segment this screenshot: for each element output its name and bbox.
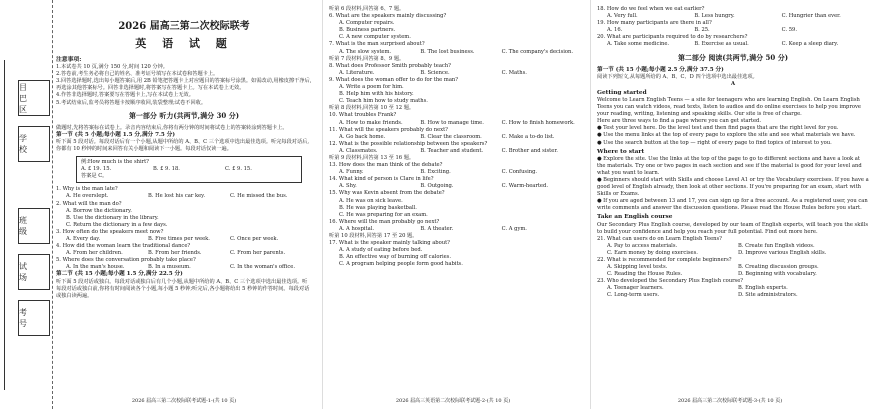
side-box-room: 试 场 xyxy=(18,254,50,290)
passage-bullet: ● Use the menu links at the top of every page to explore the site and see what materials we have. xyxy=(597,132,856,139)
question-block xyxy=(597,278,869,299)
answer-option: A. Funny. xyxy=(339,169,364,176)
notice-item: 1.本试卷共 10 页,满分 150 分,时间 120 分钟。 xyxy=(56,64,168,71)
passage-paragraph: Welcome to Learn English Teens — a site for teenagers who are learning English. On Learn English Teens you can watch videos, read texts, listen to audios and do online exercises to help you improve your reading, writing, listening and speaking skills. Our site is free of charge. xyxy=(597,96,861,118)
passage-paragraph: Our Secondary Plus English course, developed by our team of English experts, will teach you the skills to build your confidence and help you reach your full potential. Find out more here. xyxy=(597,221,868,235)
question-block xyxy=(329,112,583,126)
answer-option: A. Teenager learners. xyxy=(607,285,664,292)
example-question: 例:How much is the shirt? xyxy=(81,159,149,166)
answer-option: B. Science. xyxy=(420,69,450,76)
page-footer: 2026 届高三第二次校际联考试题-1-(共 10 页) xyxy=(131,397,237,404)
subject-title: 英 语 试 题 xyxy=(135,37,233,50)
question-text: 9. What does the woman offer to do for the man? xyxy=(329,76,459,83)
answer-option: C. Reading the House Rules. xyxy=(607,271,683,278)
answer-options xyxy=(329,70,583,77)
question-block xyxy=(597,20,869,34)
page-1 xyxy=(56,0,312,409)
question-block xyxy=(329,240,583,268)
notice-heading: 注意事项: xyxy=(56,57,82,63)
question-text: 6. What are the speakers mainly discussing? xyxy=(329,13,447,20)
answer-option: B. From her friends. xyxy=(148,250,202,257)
question-text: 13. How does the man think of the debate? xyxy=(329,162,443,169)
answer-option: C. How to finish homework. xyxy=(501,119,575,126)
answer-option: A. Literature. xyxy=(339,69,375,76)
answer-option: A. A hospital. xyxy=(339,225,375,232)
answer-options xyxy=(56,236,312,243)
answer-option: C. Hungrier than ever. xyxy=(781,13,841,20)
question-block xyxy=(597,6,869,20)
example-options xyxy=(81,166,297,173)
question-list xyxy=(329,63,583,106)
passage-bullet: ● Test your level here. Do the level test and then find pages that are the right level for you. xyxy=(597,125,839,132)
answer-option: A. Skipping level tests. xyxy=(607,264,668,271)
answer-option: A. Very full. xyxy=(607,13,638,20)
section2-heading: 第二节 (共 15 小题;每小题 1.5 分,满分 22.5 分) xyxy=(56,271,183,278)
example-box xyxy=(76,156,302,183)
answer-options xyxy=(597,27,869,34)
answer-option: B. How to manage time. xyxy=(420,119,484,126)
answer-options xyxy=(329,49,583,56)
side-box-district: 目 巴 区 xyxy=(18,80,50,116)
answer-option: B. Creating discussion groups. xyxy=(738,264,819,271)
answer-option: C. Once per week. xyxy=(230,235,279,242)
answer-option: A. Take some medicine. xyxy=(607,41,670,48)
question-block xyxy=(329,190,583,218)
answer-option: B. The lost business. xyxy=(420,48,475,55)
example-option: C. £ 9. 15. xyxy=(225,166,252,173)
question-list xyxy=(329,13,583,56)
question-list xyxy=(329,112,583,155)
question-block xyxy=(329,162,583,176)
page-footer: 2026 届高三英语第二次校际联考试题-2-(共 10 页) xyxy=(395,397,511,404)
question-block xyxy=(329,219,583,233)
answer-option: C. A new computer system. xyxy=(339,34,411,41)
answer-option: C. A program helping people form good habits. xyxy=(339,261,463,268)
answer-option: B. Five times per week. xyxy=(148,235,210,242)
side-box-examno: 考 号 xyxy=(18,300,50,336)
answer-options xyxy=(597,292,869,299)
question-text: 12. What is the possible relationship between the speakers? xyxy=(329,140,488,147)
question-block xyxy=(329,176,583,190)
answer-option: A. Every day. xyxy=(66,235,101,242)
question-text: 20. What are participants required to do by researchers? xyxy=(597,34,748,41)
section1-heading: 第一节 (共 5 小题;每小题 1.5 分,满分 7.5 分) xyxy=(56,131,176,138)
answer-option: A. He was on sick leave. xyxy=(339,197,403,204)
answer-option: A. Borrow the dictionary. xyxy=(66,207,132,214)
part2-heading: 第二部分 阅读(共两节,满分 50 分) xyxy=(677,52,789,62)
question-block xyxy=(56,243,312,257)
side-box-class: 班 级 xyxy=(18,208,50,244)
binding-margin xyxy=(0,0,53,409)
question-block xyxy=(329,41,583,55)
answer-option: C. Return the dictionary in a few days. xyxy=(66,221,168,228)
question-list xyxy=(329,162,583,233)
answer-option: B. Clear the classroom. xyxy=(420,133,482,140)
answer-option: B. English experts. xyxy=(738,285,788,292)
notice-item: 4.作答非选择题时,答案要写在答题卡上,写在本试卷上无效。 xyxy=(56,92,194,99)
binding-line xyxy=(4,60,15,390)
answer-options xyxy=(56,193,312,200)
question-block xyxy=(329,77,583,105)
answer-options xyxy=(329,148,583,155)
question-text: 16. Where will the man probably go next? xyxy=(329,218,440,225)
answer-options xyxy=(597,264,869,271)
question-block xyxy=(597,236,869,257)
answer-option: C. Earn money by doing exercises. xyxy=(607,249,698,256)
question-block xyxy=(56,257,312,271)
question-text: 15. Why was Kevin absent from the debate? xyxy=(329,190,445,197)
answer-option: B. He was playing basketball. xyxy=(339,204,417,211)
question-text: 7. What is the man surprised about? xyxy=(329,41,425,48)
question-text: 18. How do we feel when we eat earlier? xyxy=(597,6,705,12)
material-intro: 听第 8 段材料,回答第 10 至 12 题。 xyxy=(329,105,415,112)
passage-bullet: ● Beginners should start with Skills and choose Level A1 or try the Vocabulary exercises. If you have a good level of English already, then look at other sections. If you're preparing for an exam, start with Skills or Exams. xyxy=(597,176,869,198)
answer-option: B. In a museum. xyxy=(148,264,191,271)
question-text: 3. How often do the speakers meet now? xyxy=(56,228,164,235)
answer-option: C. Long-term users. xyxy=(607,292,660,299)
answer-option: C. Maths. xyxy=(501,69,527,76)
answer-option: B. Exercise as usual. xyxy=(694,41,749,48)
page-2 xyxy=(322,0,583,409)
answer-option: A. Pay to access materials. xyxy=(607,242,678,249)
answer-option: D. Site administrators. xyxy=(738,292,798,299)
example-option: A. £ 19. 15. xyxy=(81,166,112,173)
material-intro: 听第 6 段材料,回答第 6、7 题。 xyxy=(329,6,405,12)
notice-item: 2.答卷前,考生务必将自己的姓名、准考证号填写在本试卷和答题卡上。 xyxy=(56,71,219,78)
answer-options xyxy=(597,271,869,278)
question-list xyxy=(56,186,312,271)
answer-option: A. Shy. xyxy=(339,183,357,190)
question-block xyxy=(597,34,869,48)
question-block xyxy=(329,141,583,155)
notice-list xyxy=(56,64,312,107)
question-text: 21. What can users do on Learn English Teens? xyxy=(597,235,722,242)
answer-option: B. A theater. xyxy=(420,225,454,232)
answer-options xyxy=(329,169,583,176)
question-text: 11. What will the speakers probably do next? xyxy=(329,126,448,133)
passage-paragraph: Here are three ways to find a page where you can get started. xyxy=(597,118,762,125)
answer-options xyxy=(56,250,312,257)
answer-option: B. Use the dictionary in the library. xyxy=(66,214,159,221)
answer-option: C. He was preparing for an exam. xyxy=(339,211,428,218)
answer-option: A. The slow system. xyxy=(339,48,392,55)
question-block xyxy=(329,13,583,41)
question-block xyxy=(56,229,312,243)
answer-options xyxy=(597,250,869,257)
example-answer: 答案是 C。 xyxy=(81,173,108,180)
answer-option: B. Help him with his history. xyxy=(339,91,414,98)
page-footer: 2026 届高三第二次校际联考试题-3-(共 10 页) xyxy=(677,397,783,404)
question-text: 10. What troubles Frank? xyxy=(329,112,397,119)
answer-options xyxy=(597,13,869,20)
answer-option: B. Outgoing. xyxy=(420,183,454,190)
passage-heading: Getting started xyxy=(597,89,647,96)
answer-option: C. He missed the bus. xyxy=(230,193,288,200)
answer-options xyxy=(329,134,583,141)
answer-option: B. 25. xyxy=(694,27,710,34)
answer-option: A. From her children. xyxy=(66,250,123,257)
answer-option: B. Exciting. xyxy=(420,169,451,176)
question-block xyxy=(329,63,583,77)
answer-option: B. Create fun English videos. xyxy=(738,242,815,249)
question-block xyxy=(329,127,583,141)
answer-option: A. 16. xyxy=(607,27,623,34)
answer-option: C. 59. xyxy=(781,27,797,34)
answer-options xyxy=(597,41,869,48)
answer-option: C. From her parents. xyxy=(230,250,286,257)
answer-option: B. An effective way of burning off calories. xyxy=(339,254,451,261)
answer-option: A. Computer repairs. xyxy=(339,20,395,27)
question-text: 17. What is the speaker mainly talking about? xyxy=(329,240,450,247)
section1-heading: 第一节 (共 15 小题;每小题 2.5 分,满分 37.5 分) xyxy=(597,66,724,73)
answer-option: B. Less hungry. xyxy=(694,13,735,20)
side-box-school: 学 校 xyxy=(18,126,50,162)
answer-options xyxy=(597,243,869,250)
answer-option: C. Confusing. xyxy=(501,169,538,176)
answer-option: B. Business partners. xyxy=(339,27,396,34)
answer-option: A. He overslept. xyxy=(66,193,109,200)
answer-option: C. The company's decision. xyxy=(501,48,574,55)
question-text: 23. Who developed the Secondary Plus English course? xyxy=(597,278,744,285)
passage-bullet: ● If you are aged between 13 and 17, you can sign up for a free account. As a registered user, you can write comments and answer the discussion questions. Please read the House Rules before you start. xyxy=(597,198,868,212)
passage-letter: A xyxy=(730,80,736,87)
section1-intro: 听下面 5 段对话。每段对话后有一个小题,从题中所给的 A、B、C 三个选项中选出最佳选项。听完每段对话后,你都有 10 秒钟的时间来回答有关小题和阅读下一小题。每段对话仅读一遍。 xyxy=(56,138,309,152)
question-block xyxy=(597,257,869,278)
material-intro: 听第 7 段材料,回答第 8、9 题。 xyxy=(329,55,405,62)
answer-option: C. Brother and sister. xyxy=(501,147,558,154)
question-text: 22. What is recommended for complete beginners? xyxy=(597,257,732,263)
answer-option: A. Go back home. xyxy=(339,133,386,140)
answer-option: C. Make a to-do list. xyxy=(501,133,555,140)
question-list xyxy=(329,240,583,268)
answer-option: C. A gym. xyxy=(501,225,527,232)
answer-option: B. Teacher and student. xyxy=(420,147,484,154)
question-text: 8. What does Professor Smith probably teach? xyxy=(329,62,451,69)
part1-intro: 做题时,先将答案标在试卷上。录音内容结束后,你将有两分钟的时间将试卷上的答案转涂到答题卡上。 xyxy=(56,124,288,131)
answer-option: D. Beginning with vocabulary. xyxy=(738,271,817,278)
exam-title: 2026 届高三第二次校际联考 xyxy=(118,21,250,32)
answer-options xyxy=(329,183,583,190)
material-intro: 听第 9 段材料,回答第 13 至 16 题。 xyxy=(329,154,415,161)
question-text: 2. What will the man do? xyxy=(56,200,122,207)
passage-heading: Where to start xyxy=(597,148,645,155)
example-option: B. £ 9. 18. xyxy=(153,166,180,173)
passage-heading: Take an English course xyxy=(597,214,673,221)
section1-intro: 阅读下列短文,从每题所给的 A、B、C、D 四个选项中选出最佳选项。 xyxy=(597,73,758,80)
question-text: 5. Where does the conversation probably take place? xyxy=(56,257,196,264)
question-text: 1. Why is the man late? xyxy=(56,186,118,193)
page-3 xyxy=(590,0,869,409)
answer-option: A. Classmates. xyxy=(339,147,378,154)
answer-option: C. Teach him how to study maths. xyxy=(339,98,428,105)
question-block xyxy=(56,186,312,200)
section2-intro: 听下面 5 段对话或独白。每段对话或独白后有几个小题,从题中所给的 A、B、C 三个选项中选出最佳选项。听每段对话或独白前,你将有时间阅读各个小题,每小题 5 秒钟;听完后,各小题将给出 5 秒钟的作答时间。每段对话或独白读两遍。 xyxy=(56,278,310,299)
answer-option: C. Keep a sleep diary. xyxy=(781,41,839,48)
answer-option: A. In the man's house. xyxy=(66,264,125,271)
question-list xyxy=(597,6,869,49)
question-text: 14. What kind of person is Clare in life? xyxy=(329,176,434,183)
passage-bullet: ● Use the search button at the top — right of every page to find topics of interest to you. xyxy=(597,139,832,146)
answer-option: B. He lost his car key. xyxy=(148,193,206,200)
answer-option: A. Write a poem for him. xyxy=(339,84,404,91)
question-text: 4. How did the woman learn the traditional dance? xyxy=(56,243,191,250)
question-text: 19. How many participants are there in all? xyxy=(597,20,712,27)
notice-item: 3.回答选择题时,选出每小题答案后,用 2B 铅笔把答题卡上对应题目的答案标号涂黑。如需改动,用橡皮擦干净后,再选涂其他答案标号。回答非选择题时,将答案写在答题卡上。写在本试卷上无效。 xyxy=(56,78,312,92)
answer-option: D. Improve various English skills. xyxy=(738,249,827,256)
question-list xyxy=(597,236,869,300)
passage-bullet: ● Explore the site. Use the links at the top of the page to go to different sections and have a look at the materials. Try one or two pages in each section and see if the material is good for your level and what you want to learn. xyxy=(597,155,862,176)
material-intro: 听第 10 段材料,回答第 17 至 20 题。 xyxy=(329,233,418,239)
part1-heading: 第一部分 听力(共两节,满分 30 分) xyxy=(128,110,240,120)
answer-options xyxy=(329,226,583,233)
answer-option: A. How to make friends. xyxy=(339,119,403,126)
question-block xyxy=(56,201,312,229)
answer-options xyxy=(329,120,583,127)
answer-option: C. In the woman's office. xyxy=(230,264,296,271)
notice-item: 5.考试结束后,监考员将答题卡按顺序收回,装袋整理;试卷不回收。 xyxy=(56,99,207,106)
answer-options xyxy=(597,285,869,292)
answer-option: A. A study of eating before bed. xyxy=(339,247,423,254)
answer-option: C. Warm-hearted. xyxy=(501,183,548,190)
